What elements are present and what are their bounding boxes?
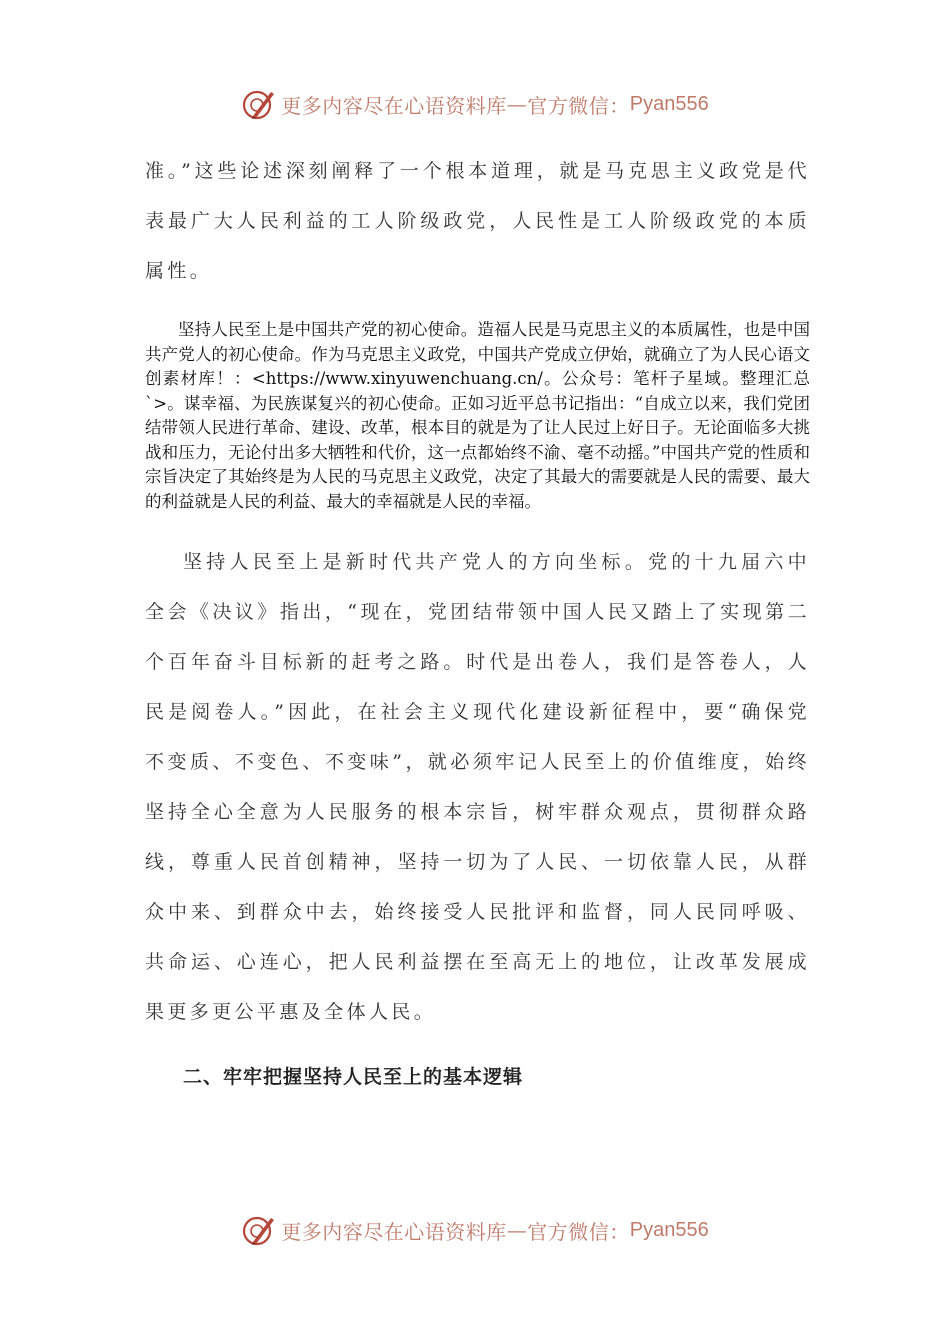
paragraph-3: 坚持人民至上是新时代共产党人的方向坐标。党的十九届六中全会《决议》指出，“现在，党团结带领中国人民又踏上了实现第二个百年奋斗目标新的赶考之路。时代是出卷人，我们是答卷人，人民是阅卷人。”因此，在社会主义现代化建设新征程中，要“确保党不变质、不变色、不变味”，就必须牢记人民至上的价值维度，始终坚持全心全意为人民服务的根本宗旨，树牢群众观点，贯彻群众路线，尊重人民首创精神，坚持一切为了人民、一切依靠人民，从群众中来、到群众中去，始终接受人民批评和监督，同人民同呼吸、共命运、心连心，把人民利益摆在至高无上的地位，让改革发展成果更多更公平惠及全体人民。: [145, 551, 810, 1023]
paragraph-2: 坚持人民至上是中国共产党的初心使命。造福人民是马克思主义的本质属性，也是中国共产党人的初心使命。作为马克思主义政党，中国共产党成立伊始，就确立了为人民心语文创素材库！：<https://www.xinyuwenchuang.cn/。公众号：笔杆子星域。整理汇总`>。谋幸福、为民族谋复兴的初心使命。正如习近平总书记指出：“自成立以来，我们党团结带领人民进行革命、建设、改革，根本目的就是为了让人民过上好日子。无论面临多大挑战和压力，无论付出多大牺牲和代价，这一点都始终不渝、毫不动摇。”中国共产党的性质和宗旨决定了其始终是为人民的马克思主义政党，决定了其最大的需要就是人民的需要、最大的利益就是人民的利益、最大的幸福就是人民的幸福。: [145, 320, 810, 511]
paragraph-1: 准。”这些论述深刻阐释了一个根本道理，就是马克思主义政党是代表最广大人民利益的工人阶级政党，人民性是工人阶级政党的本质属性。: [145, 160, 810, 282]
document-body: [145, 146, 810, 1093]
section-heading: 二、牢牢把握坚持人民至上的基本逻辑: [183, 1066, 524, 1088]
footer-dash: —: [506, 1218, 528, 1242]
footer-banner: [0, 1208, 950, 1252]
header-banner: [0, 82, 950, 126]
footer-wechat-label: 官方微信：: [527, 1219, 630, 1244]
pen-logo-icon: [241, 86, 277, 122]
header-dash: —: [506, 92, 528, 116]
pen-logo-icon: [241, 1212, 277, 1248]
header-account: Pyan556: [629, 92, 709, 115]
footer-account: Pyan556: [629, 1218, 709, 1241]
header-wechat-label: 官方微信：: [527, 93, 630, 118]
header-brand-text: 更多内容尽在心语资料库: [281, 93, 507, 118]
footer-brand-text: 更多内容尽在心语资料库: [281, 1219, 507, 1244]
